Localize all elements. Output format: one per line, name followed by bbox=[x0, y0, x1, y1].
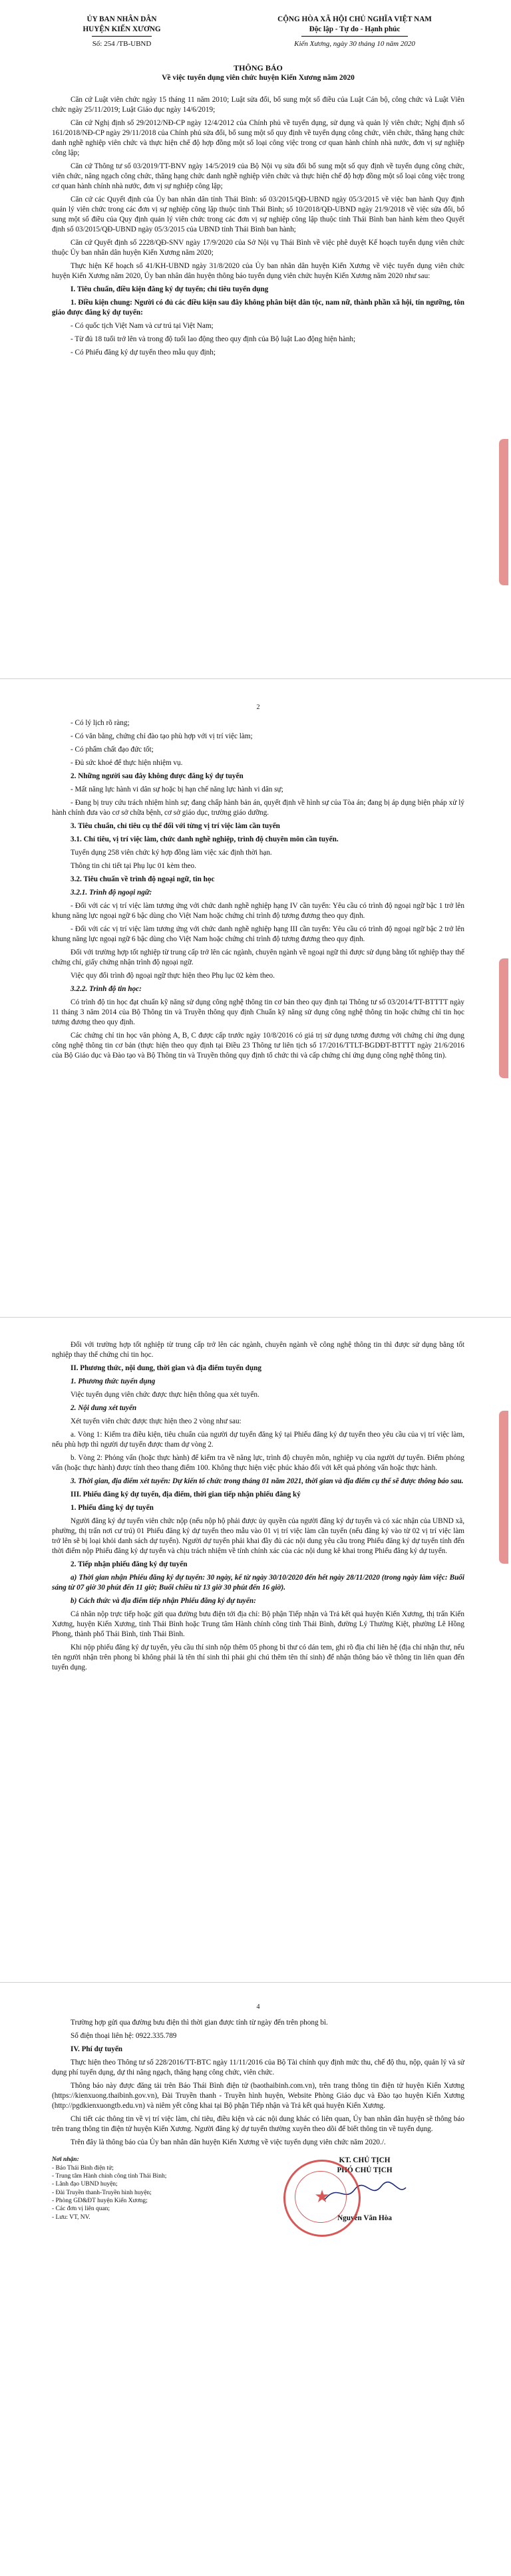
recipient-item: - Đài Truyền thanh-Truyền hình huyện; bbox=[52, 2189, 152, 2196]
paragraph: - Đối với các vị trí việc làm tương ứng với chức danh nghề nghiệp hạng IV cần tuyển: Yêu cầu có trình độ ngoại ngữ bậc 1 trở lên khung năng lực ngoại ngữ 6 bậc dùng cho Việt Nam hoặc chứng chỉ trình độ tương đương theo quy định. bbox=[52, 902, 464, 921]
paragraph: - Có phẩm chất đạo đức tốt; bbox=[71, 746, 154, 754]
paragraph: - Có quốc tịch Việt Nam và cư trú tại Việt Nam; bbox=[71, 322, 214, 331]
seal-star-icon: ★ bbox=[314, 2187, 330, 2207]
paragraph: Căn cứ Nghị định số 29/2012/NĐ-CP ngày 12/4/2012 của Chính phủ về tuyển dụng, sử dụng và quản lý viên chức; Nghị định số 161/2018/NĐ-CP ngày 29/11/2018 của Chính phủ sửa đổi, bổ sung một số quy định về tuyển dụng công chức, viên chức, thăng hạng chức danh nghề nghiệp viên chức và thực hiện chế độ hợp đồng một số loại công việc trong cơ quan hành chính nhà nước, đơn vị sự nghiệp công lập; bbox=[52, 119, 464, 158]
page-body bbox=[52, 95, 464, 358]
paragraph: Các chứng chỉ tin học văn phòng A, B, C được cấp trước ngày 10/8/2016 có giá trị sử dụng tương đương với chứng chỉ ứng dụng công nghệ thông tin cơ bản (thực hiện theo quy định tại Điều 23 Thông tư liên tịch số 17/2016/TTLT-BGDĐT-BTTTT ngày 21/6/2016 của Bộ Giáo dục và Đào tạo và Bộ Thông tin và Truyền thông quy định tổ chức thi và cấp chứng chỉ ứng dụng công nghệ thông tin). bbox=[52, 1032, 464, 1060]
paragraph: Số điện thoại liên hệ: 0922.335.789 bbox=[71, 2032, 177, 2041]
sign-title-2: PHÓ CHỦ TỊCH bbox=[337, 2166, 393, 2175]
paragraph: b. Vòng 2: Phỏng vấn (hoặc thực hành) để kiểm tra về năng lực, trình độ chuyên môn, nghiệp vụ của người dự tuyển. Điểm phỏng vấn (hoặc thực hành) được tính theo thang điểm 100. Không thực hiện việc phúc khảo đối với kết quả phỏng vấn hoặc thực hành. bbox=[52, 1454, 464, 1472]
paragraph: - Đối với các vị trí việc làm tương ứng với chức danh nghề nghiệp hạng III cần tuyển: Yêu cầu có trình độ ngoại ngữ bậc 2 trở lên khung năng lực ngoại ngữ 6 bậc dùng cho Việt Nam hoặc chứng chỉ trình độ tương đương theo quy định. bbox=[52, 925, 464, 944]
paragraph: - Mất năng lực hành vi dân sự hoặc bị hạn chế năng lực hành vi dân sự; bbox=[71, 786, 283, 794]
recipient-item: - Trung tâm Hành chính công tỉnh Thái Bình; bbox=[52, 2173, 167, 2180]
section-heading: 3.2.2. Trình độ tin học: bbox=[71, 985, 142, 994]
paragraph: Người đăng ký dự tuyển viên chức nộp (nếu nộp hộ phải được ủy quyền của người đăng ký dự tuyển và có xác nhận của UBND xã, phường, thị trấn nơi cư trú) 01 Phiếu đăng ký dự tuyển theo mẫu vào 01 vị trí việc làm cần tuyển (nếu đăng ký vào từ 02 vị trí việc làm trở lên sẽ bị loại khỏi danh sách dự tuyển). Người dự tuyển phải khai đầy đủ các nội dung yêu cầu trong Phiếu đăng ký dự tuyển tính đến thời điểm nộp Phiếu đăng ký dự tuyển và chịu trách nhiệm về tính chính xác của các nội dung kê khai trong Phiếu đăng ký dự tuyển. bbox=[52, 1517, 464, 1555]
section-heading: a) Thời gian nhận Phiếu đăng ký dự tuyển: 30 ngày, kể từ ngày 30/10/2020 đến hết ngày 28/11/2020 (trong ngày làm việc: Buổi sáng từ 07 giờ 30 phút đến 11 giờ; Buổi chiều từ 13 giờ 30 phút đến 16 giờ). bbox=[52, 1574, 464, 1592]
country-name: CỘNG HÒA XÃ HỘI CHỦ NGHĨA VIỆT NAM bbox=[277, 15, 432, 23]
section-heading: 3. Tiêu chuẩn, chỉ tiêu cụ thể đối với từng vị trí việc làm cần tuyển bbox=[71, 822, 280, 831]
recipients-title: Nơi nhận: bbox=[52, 2156, 79, 2164]
paragraph: Căn cứ Thông tư số 03/2019/TT-BNV ngày 14/5/2019 của Bộ Nội vụ sửa đổi bổ sung một số quy định về tuyển dụng công chức, viên chức, nâng ngạch công chức, thăng hạng chức danh nghề nghiệp viên chức và thực hiện chế độ hợp đồng một số loại công việc trong cơ quan hành chính nhà nước, đơn vị sự nghiệp công lập; bbox=[52, 162, 464, 191]
paragraph: Căn cứ Luật viên chức ngày 15 tháng 11 năm 2010; Luật sửa đổi, bổ sung một số điều của Luật Cán bộ, công chức và Luật Viên chức ngày 25/11/2019; Luật Giáo dục ngày 14/6/2019; bbox=[52, 96, 464, 114]
section-heading: 2. Những người sau đây không được đăng ký dự tuyển bbox=[71, 772, 244, 781]
paragraph: Thực hiện Kế hoạch số 41/KH-UBND ngày 31/8/2020 của Ủy ban nhân dân huyện Kiến Xương về việc tuyển dụng viên chức huyện Kiến Xương năm 2020, Ủy ban nhân dân huyện thông báo tuyển dụng viên chức huyện Kiến Xương năm 2020 như sau: bbox=[52, 262, 464, 281]
document-page-3 bbox=[0, 1317, 511, 1982]
recipient-item: - Phòng GD&ĐT huyện Kiến Xương; bbox=[52, 2198, 148, 2205]
signer-name: Nguyễn Văn Hòa bbox=[337, 2214, 392, 2223]
sign-title-1: KT. CHỦ TỊCH bbox=[339, 2156, 391, 2165]
recipient-item: - Lãnh đạo UBND huyện; bbox=[52, 2181, 118, 2188]
document-page-2 bbox=[0, 678, 511, 1317]
paragraph: a. Vòng 1: Kiểm tra điều kiện, tiêu chuẩn của người dự tuyển đăng ký tại Phiếu đăng ký dự tuyển theo yêu cầu của vị trí việc làm, nếu phù hợp thì người dự tuyển được tham dự vòng 2. bbox=[52, 1431, 464, 1449]
document-subtitle: Về việc tuyển dụng viên chức huyện Kiến Xương năm 2020 bbox=[162, 73, 355, 82]
section-heading: 1. Điều kiện chung: Người có đủ các điều kiện sau đây không phân biệt dân tộc, nam nữ, thành phần xã hội, tín ngưỡng, tôn giáo được đăng ký dự tuyển: bbox=[52, 299, 464, 317]
section-heading: 2. Nội dung xét tuyển bbox=[71, 1404, 137, 1412]
national-motto: Độc lập - Tự do - Hạnh phúc bbox=[309, 25, 401, 33]
section-heading: II. Phương thức, nội dung, thời gian và địa điểm tuyển dụng bbox=[71, 1364, 261, 1372]
official-seal bbox=[283, 2160, 361, 2237]
section-heading: 2. Tiếp nhận phiếu đăng ký dự tuyển bbox=[71, 1560, 188, 1568]
paragraph: Thực hiện theo Thông tư số 228/2016/TT-BTC ngày 11/11/2016 của Bộ Tài chính quy định mức thu, chế độ thu, nộp, quản lý và sử dụng phí tuyển dụng, dự thi nâng ngạch, thăng hạng công chức, viên chức. bbox=[52, 2059, 464, 2077]
recipients-list bbox=[52, 2156, 205, 2223]
paragraph: Việc tuyển dụng viên chức được thực hiện thông qua xét tuyển. bbox=[71, 1391, 259, 1399]
section-heading: I. Tiêu chuẩn, điều kiện đăng ký dự tuyển; chỉ tiêu tuyển dụng bbox=[71, 285, 269, 294]
page-body bbox=[52, 718, 464, 1061]
paragraph: Xét tuyển viên chức được thực hiện theo 2 vòng như sau: bbox=[71, 1417, 242, 1425]
section-heading: 1. Phiếu đăng ký dự tuyển bbox=[71, 1504, 154, 1512]
section-heading: 1. Phương thức tuyển dụng bbox=[71, 1377, 156, 1385]
page-number: 2 bbox=[256, 704, 260, 711]
paragraph: - Từ đủ 18 tuổi trở lên và trong độ tuổi lao động theo quy định của Bộ luật Lao động hiện hành; bbox=[71, 335, 356, 344]
paragraph: Trường hợp gửi qua đường bưu điện thì thời gian được tính từ ngày đến trên phong bì. bbox=[71, 2019, 328, 2027]
document-page-4 bbox=[0, 1982, 511, 2576]
edge-stamp-mark bbox=[499, 1411, 508, 1564]
section-heading: III. Phiếu đăng ký dự tuyển, địa điểm, thời gian tiếp nhận phiếu đăng ký bbox=[71, 1491, 301, 1499]
section-heading: b) Cách thức và địa điểm tiếp nhận Phiếu đăng ký dự tuyển: bbox=[71, 1597, 256, 1605]
paragraph: Khi nộp phiếu đăng ký dự tuyển, yêu cầu thí sinh nộp thêm 05 phong bì thư có dán tem, ghi rõ địa chỉ liên hệ (địa chỉ nhận thư, nếu tên người nhận trên phong bì không phải là tên thí sinh thì phải ghi chú thêm tên thí sinh) để nhận thông báo về thông tin liên quan đến tuyển dụng. bbox=[52, 1644, 464, 1671]
paragraph: - Có lý lịch rõ ràng; bbox=[71, 719, 130, 728]
document-header bbox=[52, 15, 464, 49]
paragraph: - Có văn bằng, chứng chỉ đào tạo phù hợp với vị trí việc làm; bbox=[71, 732, 253, 741]
page-body bbox=[52, 2018, 464, 2148]
section-heading: 3.2.1. Trình độ ngoại ngữ: bbox=[71, 889, 152, 897]
page-number: 4 bbox=[256, 2003, 260, 2011]
closing-section bbox=[52, 2156, 464, 2223]
issuer-org-line2: HUYỆN KIẾN XƯƠNG bbox=[83, 25, 161, 33]
section-heading: 3. Thời gian, địa điểm xét tuyển: Dự kiến tổ chức trong tháng 01 năm 2021, thời gian và địa điểm cụ thể sẽ được thông báo sau. bbox=[71, 1477, 464, 1485]
paragraph: Việc quy đổi trình độ ngoại ngữ thực hiện theo Phụ lục 02 kèm theo. bbox=[71, 972, 275, 980]
motto-underline bbox=[301, 36, 408, 37]
recipient-item: - Các đơn vị liên quan; bbox=[52, 2206, 110, 2213]
signature-block bbox=[265, 2156, 464, 2223]
recipients-items bbox=[52, 2164, 205, 2221]
section-heading: IV. Phí dự tuyển bbox=[71, 2045, 123, 2054]
paragraph: - Đủ sức khoẻ để thực hiện nhiệm vụ. bbox=[71, 759, 183, 768]
paragraph: Căn cứ các Quyết định của Ủy ban nhân dân tỉnh Thái Bình: số 03/2015/QĐ-UBND ngày 05/3/2015 về việc ban hành Quy định quản lý viên chức trong các đơn vị sự nghiệp công lập thuộc tỉnh Thái Bình; số 10/2018/QĐ-UBND ngày 21/9/2018 về việc sửa đổi, bổ sung một số điều của Quy định quản lý viên chức trong các đơn vị sự nghiệp công lập thuộc tỉnh Thái Bình ban hành kèm theo Quyết định số 03/2015/QĐ-UBND ngày 05/3/2015 của UBND tỉnh Thái Bình ban hành; bbox=[52, 196, 464, 234]
paragraph: Trên đây là thông báo của Ủy ban nhân dân huyện Kiến Xương về việc tuyển dụng viên chức năm 2020./. bbox=[71, 2138, 386, 2147]
paragraph: - Đang bị truy cứu trách nhiệm hình sự; đang chấp hành bản án, quyết định về hình sự của Tòa án; đang bị áp dụng biện pháp xử lý hành chính đưa vào cơ sở chữa bệnh, cơ sở giáo dục, trường giáo dưỡng. bbox=[52, 799, 464, 817]
paragraph: Thông báo này được đăng tải trên Báo Thái Bình điện tử (baothaibinh.com.vn), trên trang thông tin điện tử huyện Kiến Xương (https://kienxuong.thaibinh.gov.vn), Đài Truyền thanh - Truyền hình huyện, Website Phòng Giáo dục và Đào tạo huyện Kiến Xương (http://pgdkienxuongtb.edu.vn) và niêm yết công khai tại Bộ phận Tiếp nhận và Trả kết quả huyện Kiến Xương. bbox=[52, 2082, 464, 2110]
section-heading: 3.2. Tiêu chuẩn về trình độ ngoại ngữ, tin học bbox=[71, 875, 215, 884]
paragraph: Đối với trường hợp tốt nghiệp từ trung cấp trở lên các ngành, chuyên ngành về ngoại ngữ thì được sử dụng bằng tốt nghiệp thay thế chứng chỉ, giấy chứng nhận trình độ ngoại ngữ. bbox=[52, 948, 464, 967]
paragraph: Cá nhân nộp trực tiếp hoặc gửi qua đường bưu điện tới địa chỉ: Bộ phận Tiếp nhận và Trả kết quả huyện Kiến Xương, thị trấn Kiến Xương, huyện Kiến Xương, tỉnh Thái Bình hoặc Trung tâm Hành chính công tỉnh Thái Bình, đường Lý Thường Kiệt, phường Lê Hồng Phong, thành phố Thái Bình, tỉnh Thái Bình. bbox=[52, 1610, 464, 1638]
paragraph: Thông tin chi tiết tại Phụ lục 01 kèm theo. bbox=[71, 862, 196, 871]
paragraph: Đối với trường hợp tốt nghiệp từ trung cấp trở lên các ngành, chuyên ngành về công nghệ thông tin thì được sử dụng bằng tốt nghiệp thay thế chứng chỉ tin học. bbox=[52, 1341, 464, 1359]
document-number: Số: 254 /TB-UBND bbox=[92, 40, 152, 48]
issuer-underline bbox=[92, 36, 152, 37]
issue-date: Kiến Xương, ngày 30 tháng 10 năm 2020 bbox=[294, 40, 415, 48]
paragraph: Có trình độ tin học đạt chuẩn kỹ năng sử dụng công nghệ thông tin cơ bản theo quy định tại Thông tư số 03/2014/TT-BTTTT ngày 11 tháng 3 năm 2014 của Bộ Thông tin và Truyền thông quy định Chuẩn kỹ năng sử dụng công nghệ thông tin hoặc chứng chỉ tin học tương đương theo quy định. bbox=[52, 998, 464, 1027]
recipient-item: - Báo Thái Bình điện tử; bbox=[52, 2164, 114, 2172]
issuer-org-line1: ỦY BAN NHÂN DÂN bbox=[86, 15, 157, 23]
edge-stamp-mark bbox=[499, 958, 508, 1078]
issuer-block bbox=[52, 15, 192, 49]
national-block bbox=[245, 15, 464, 49]
paragraph: Tuyển dụng 258 viên chức ký hợp đồng làm việc xác định thời hạn. bbox=[71, 849, 272, 857]
document-title: THÔNG BÁO bbox=[234, 63, 283, 72]
paragraph: Căn cứ Quyết định số 2228/QĐ-SNV ngày 17/9/2020 của Sở Nội vụ Thái Bình về việc phê duyệt Kế hoạch tuyển dụng viên chức thuộc Ủy ban nhân dân huyện Kiến Xương năm 2020; bbox=[52, 239, 464, 257]
section-heading: 3.1. Chỉ tiêu, vị trí việc làm, chức danh nghề nghiệp, trình độ chuyên môn cần tuyển. bbox=[71, 835, 339, 844]
edge-stamp-mark bbox=[499, 439, 508, 585]
recipient-item: - Lưu: VT, NV. bbox=[52, 2214, 90, 2221]
page-body bbox=[52, 1340, 464, 1673]
document-page-1 bbox=[0, 0, 511, 678]
paragraph: - Có Phiếu đăng ký dự tuyển theo mẫu quy định; bbox=[71, 349, 216, 357]
paragraph: Chi tiết các thông tin về vị trí việc làm, chỉ tiêu, điều kiện và các nội dung khác có liên quan, Ủy ban nhân dân huyện sẽ thông báo trên trang thông tin điện tử huyện Kiến Xương. Người đăng ký dự tuyển thường xuyên theo dõi để biết thông tin về tuyển dụng. bbox=[52, 2115, 464, 2134]
